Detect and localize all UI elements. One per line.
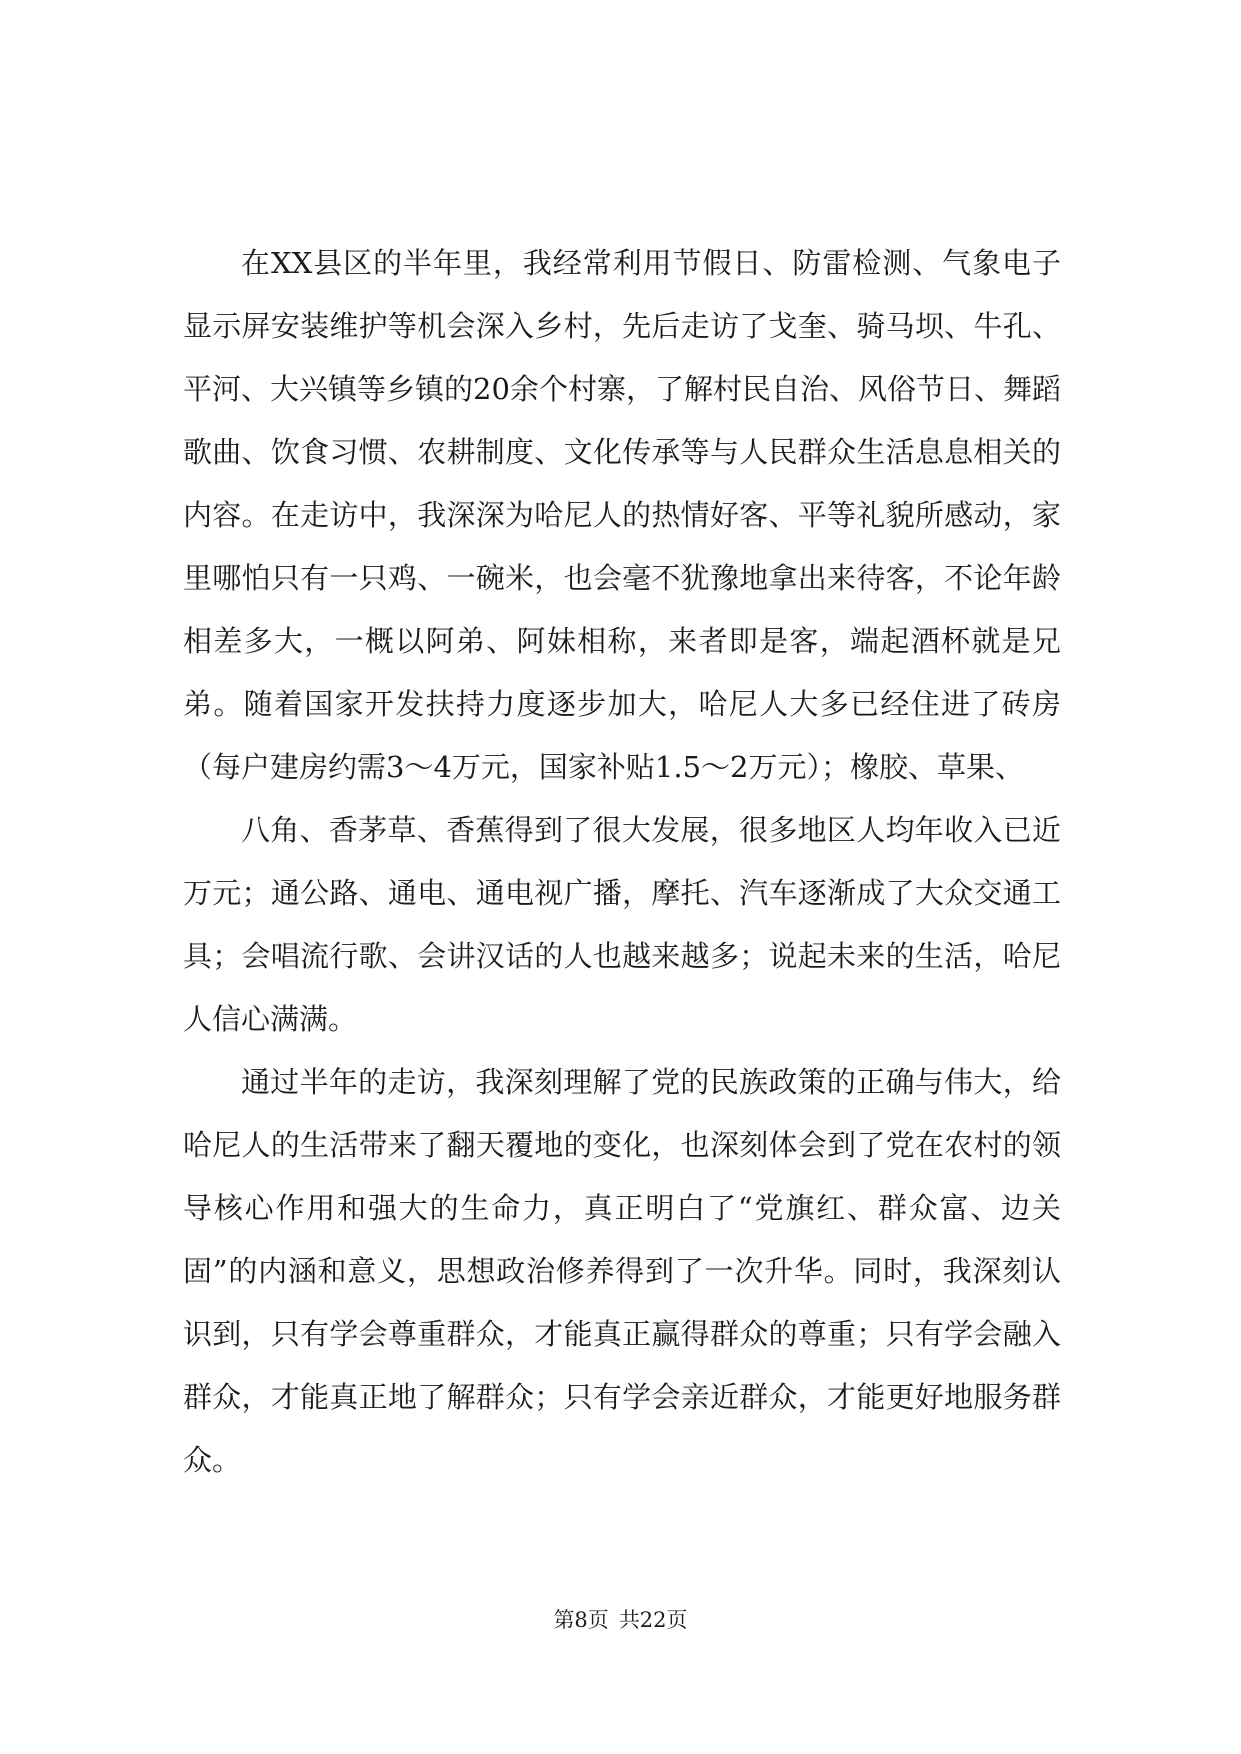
paragraph-2: 八角、香茅草、香蕉得到了很大发展，很多地区人均年收入已近万元；通公路、通电、通电视广播，摩托、汽车逐渐成了大众交通工具；会唱流行歌、会讲汉话的人也越来越多；说起未来的生活，哈尼人信心满满。 [183,813,1061,1036]
document-body [183,232,1061,1492]
page-number: 第8页 [553,1608,609,1632]
paragraph-3: 通过半年的走访，我深刻理解了党的民族政策的正确与伟大，给哈尼人的生活带来了翻天覆地的变化，也深刻体会到了党在农村的领导核心作用和强大的生命力，真正明白了“党旗红、群众富、边关固”的内涵和意义，思想政治修养得到了一次升华。同时，我深刻认识到，只有学会尊重群众，才能真正赢得群众的尊重；只有学会融入群众，才能真正地了解群众；只有学会亲近群众，才能更好地服务群众。 [183,1065,1061,1477]
page-footer [0,1604,1241,1634]
paragraph-1: 在XX县区的半年里，我经常利用节假日、防雷检测、气象电子显示屏安装维护等机会深入乡村，先后走访了戈奎、骑马坝、牛孔、平河、大兴镇等乡镇的20余个村寨，了解村民自治、风俗节日、舞蹈歌曲、饮食习惯、农耕制度、文化传承等与人民群众生活息息相关的内容。在走访中，我深深为哈尼人的热情好客、平等礼貌所感动，家里哪怕只有一只鸡、一碗米，也会毫不犹豫地拿出来待客，不论年龄相差多大，一概以阿弟、阿妹相称，来者即是客，端起酒杯就是兄弟。随着国家开发扶持力度逐步加大，哈尼人大多已经住进了砖房（每户建房约需3～4万元，国家补贴1.5～2万元）；橡胶、草果、 [183,246,1061,784]
page-total: 共22页 [618,1608,688,1632]
